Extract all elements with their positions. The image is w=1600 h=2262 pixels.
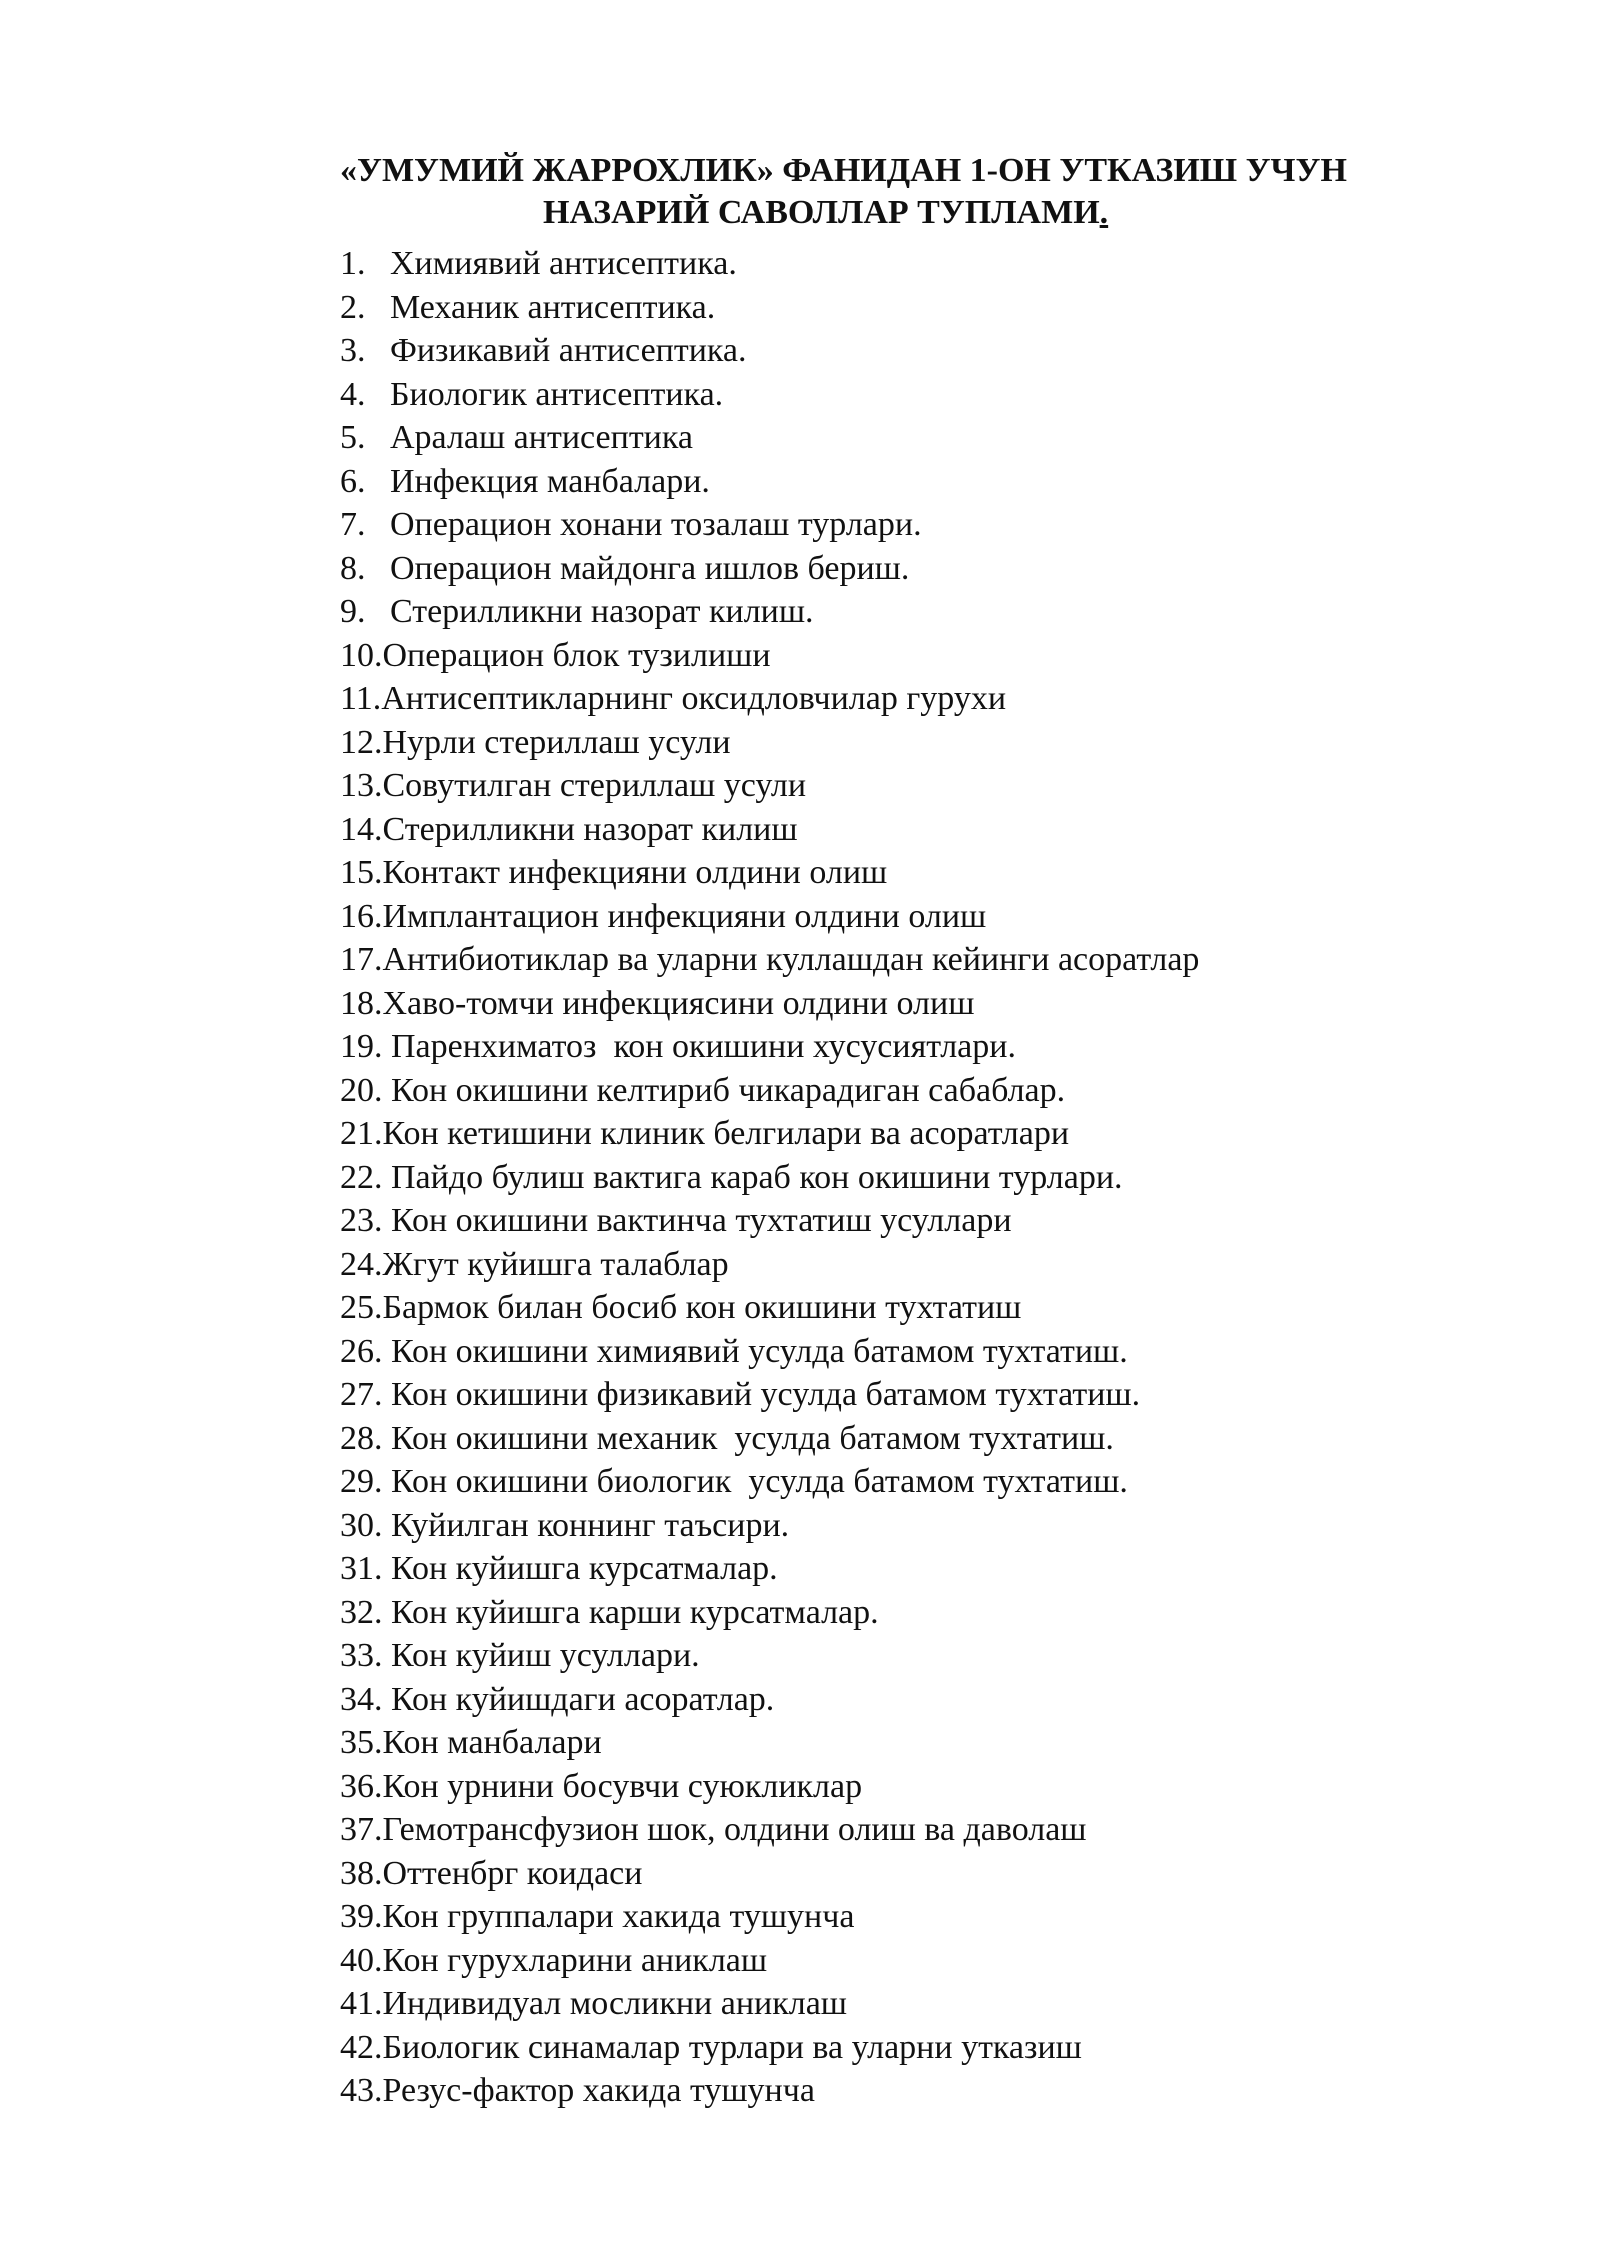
- item-text: Механик антисептика.: [390, 288, 716, 326]
- item-text: Кон окишини вактинча тухтатиш усуллари: [382, 1202, 1012, 1239]
- item-text: Гемотрансфузион шок, олдини олиш ва даволаш: [382, 1811, 1087, 1848]
- item-text: Кон окишини химиявий усулда батамом тухтатиш.: [382, 1332, 1128, 1370]
- list-item: [340, 286, 1540, 330]
- item-number: 4.: [340, 375, 366, 413]
- item-number: 20.: [340, 1071, 383, 1109]
- item-text: Кон манбалари: [382, 1724, 602, 1761]
- list-item: [340, 1721, 1540, 1765]
- list-item: [340, 1112, 1540, 1156]
- question-list: [340, 242, 1540, 2113]
- list-item: [340, 1417, 1540, 1461]
- title-line-2: [340, 192, 1490, 234]
- item-text: Кон группалари хакида тушунча: [382, 1898, 855, 1935]
- item-text: Биологик антисептика.: [390, 375, 724, 413]
- list-item: [340, 1895, 1540, 1939]
- item-number: 13.: [340, 767, 383, 804]
- item-text: Имплантацион инфекцияни олдини олиш: [382, 897, 987, 935]
- item-number: 7.: [340, 506, 366, 543]
- item-text: Операцион хонани тозалаш турлари.: [390, 506, 922, 543]
- item-text: Биологик синамалар турлари ва уларни утказиш: [382, 2028, 1082, 2066]
- list-item: [340, 851, 1540, 895]
- item-number: 37.: [340, 1811, 383, 1848]
- item-number: 16.: [340, 897, 383, 935]
- item-text: Кон кетишини клиник белгилари ва асоратлари: [382, 1115, 1070, 1152]
- item-number: 2.: [340, 288, 366, 326]
- item-text: Инфекция манбалари.: [390, 462, 710, 500]
- list-item: [340, 634, 1540, 678]
- item-number: 14.: [340, 810, 383, 848]
- item-text: Кон куйишга курсатмалар.: [382, 1550, 778, 1587]
- item-number: 11.: [340, 680, 382, 717]
- list-item: [340, 547, 1540, 591]
- item-text: Хаво-томчи инфекциясини олдини олиш: [382, 984, 975, 1022]
- list-item: [340, 1330, 1540, 1374]
- item-text: Бармок билан босиб кон окишини тухтатиш: [382, 1289, 1022, 1326]
- list-item: [340, 1286, 1540, 1330]
- list-item: [340, 1547, 1540, 1591]
- title-line-1: «УМУМИЙ ЖАРРОХЛИК» ФАНИДАН 1-ОН УТКАЗИШ УЧУН: [340, 152, 1347, 189]
- item-number: 10.: [340, 636, 383, 674]
- item-number: 5.: [340, 419, 366, 456]
- item-number: 23.: [340, 1202, 383, 1239]
- list-item: [340, 1373, 1540, 1417]
- list-item: [340, 2026, 1540, 2070]
- item-number: 32.: [340, 1593, 383, 1631]
- item-text: Куйилган коннинг таъсири.: [382, 1506, 790, 1544]
- item-text: Химиявий антисептика.: [390, 245, 737, 282]
- list-item: [340, 416, 1540, 460]
- item-text: Антисептикларнинг оксидловчилар гурухи: [381, 680, 1007, 717]
- item-text: Кон урнини босувчи суюкликлар: [382, 1767, 863, 1805]
- list-item: [340, 721, 1540, 765]
- item-number: 25.: [340, 1289, 383, 1326]
- item-number: 12.: [340, 723, 383, 761]
- list-item: [340, 895, 1540, 939]
- item-number: 39.: [340, 1898, 383, 1935]
- item-number: 29.: [340, 1463, 383, 1500]
- item-text: Операцион майдонга ишлов бериш.: [390, 549, 910, 587]
- item-number: 40.: [340, 1941, 383, 1979]
- item-text: Аралаш антисептика: [390, 419, 693, 456]
- list-item: [340, 1069, 1540, 1113]
- item-number: 6.: [340, 462, 366, 500]
- item-number: 1.: [340, 245, 366, 282]
- item-text: Кон куйиш усуллари.: [382, 1637, 700, 1674]
- item-number: 27.: [340, 1376, 383, 1413]
- item-number: 43.: [340, 2072, 383, 2109]
- list-item: [340, 677, 1540, 721]
- item-number: 34.: [340, 1680, 383, 1718]
- item-number: 15.: [340, 854, 383, 891]
- item-number: 35.: [340, 1724, 383, 1761]
- document-title: [340, 150, 1490, 234]
- item-text: Нурли стериллаш усули: [382, 723, 731, 761]
- list-item: [340, 373, 1540, 417]
- item-text: Операцион блок тузилиши: [382, 636, 771, 674]
- item-text: Физикавий антисептика.: [390, 332, 747, 369]
- item-text: Оттенбрг коидаси: [382, 1854, 643, 1892]
- item-text: Контакт инфекцияни олдини олиш: [382, 854, 888, 891]
- list-item: [340, 808, 1540, 852]
- title-line-2-text: НАЗАРИЙ САВОЛЛАР ТУПЛАМИ: [543, 194, 1100, 231]
- list-item: [340, 1591, 1540, 1635]
- list-item: [340, 329, 1540, 373]
- item-text: Кон окишини физикавий усулда батамом тухтатиш.: [382, 1376, 1141, 1413]
- list-item: [340, 460, 1540, 504]
- item-number: 17.: [340, 941, 383, 978]
- item-number: 30.: [340, 1506, 383, 1544]
- list-item: [340, 503, 1540, 547]
- item-text: Кон окишини механик усулда батамом тухтатиш.: [382, 1419, 1114, 1457]
- list-item: [340, 1852, 1540, 1896]
- item-number: 19.: [340, 1028, 383, 1065]
- item-text: Стерилликни назорат килиш.: [390, 593, 814, 630]
- list-item: [340, 1199, 1540, 1243]
- list-item: [340, 764, 1540, 808]
- item-number: 21.: [340, 1115, 383, 1152]
- list-item: [340, 1808, 1540, 1852]
- list-item: [340, 590, 1540, 634]
- item-number: 9.: [340, 593, 366, 630]
- item-number: 28.: [340, 1419, 383, 1457]
- list-item: [340, 1504, 1540, 1548]
- item-text: Кон гурухларини аниклаш: [382, 1941, 768, 1979]
- list-item: [340, 1243, 1540, 1287]
- item-number: 42.: [340, 2028, 383, 2066]
- list-item: [340, 982, 1540, 1026]
- item-text: Кон куйишга карши курсатмалар.: [382, 1593, 879, 1631]
- list-item: [340, 1939, 1540, 1983]
- list-item: [340, 1460, 1540, 1504]
- item-text: Кон окишини келтириб чикарадиган сабаблар.: [382, 1071, 1066, 1109]
- item-number: 26.: [340, 1332, 383, 1370]
- item-number: 8.: [340, 549, 366, 587]
- item-text: Антибиотиклар ва уларни куллашдан кейинги асоратлар: [382, 941, 1200, 978]
- item-number: 24.: [340, 1245, 383, 1283]
- list-item: [340, 1982, 1540, 2026]
- item-number: 31.: [340, 1550, 383, 1587]
- item-number: 36.: [340, 1767, 383, 1805]
- list-item: [340, 1765, 1540, 1809]
- item-text: Индивидуал мосликни аниклаш: [382, 1985, 847, 2022]
- item-number: 18.: [340, 984, 383, 1022]
- item-text: Совутилган стериллаш усули: [382, 767, 807, 804]
- item-number: 33.: [340, 1637, 383, 1674]
- item-number: 3.: [340, 332, 366, 369]
- item-number: 22.: [340, 1158, 383, 1196]
- title-underlined-period: .: [1099, 194, 1109, 231]
- item-text: Стерилликни назорат килиш: [382, 810, 798, 848]
- item-text: Кон куйишдаги асоратлар.: [382, 1680, 775, 1718]
- item-text: Пайдо булиш вактига караб кон окишини турлари.: [382, 1158, 1123, 1196]
- item-text: Жгут куйишга талаблар: [382, 1245, 729, 1283]
- list-item: [340, 1156, 1540, 1200]
- list-item: [340, 938, 1540, 982]
- list-item: [340, 1634, 1540, 1678]
- item-number: 41.: [340, 1985, 383, 2022]
- item-text: Резус-фактор хакида тушунча: [382, 2072, 815, 2109]
- item-text: Кон окишини биологик усулда батамом тухтатиш.: [382, 1463, 1128, 1500]
- list-item: [340, 1678, 1540, 1722]
- list-item: [340, 1025, 1540, 1069]
- list-item: [340, 242, 1540, 286]
- item-number: 38.: [340, 1854, 383, 1892]
- list-item: [340, 2069, 1540, 2113]
- item-text: Паренхиматоз кон окишини хусусиятлари.: [382, 1028, 1016, 1065]
